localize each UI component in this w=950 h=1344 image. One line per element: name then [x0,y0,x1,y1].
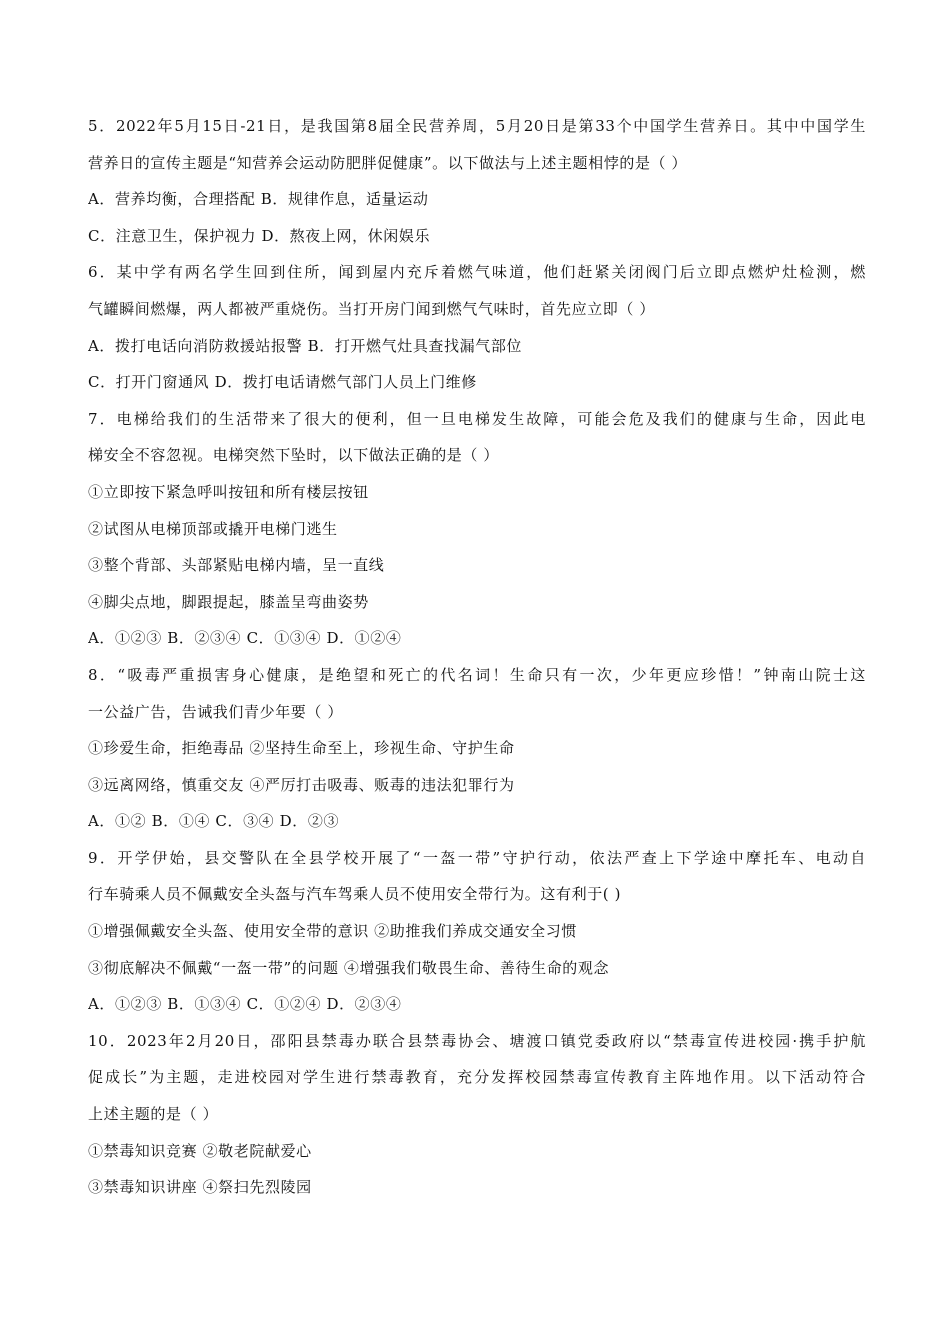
question-9 [88,840,866,1023]
statement-item: ④脚尖点地，脚跟提起，膝盖呈弯曲姿势 [88,592,369,611]
statement-item: ③整个背部、头部紧贴电梯内墙，呈一直线 [88,556,385,575]
statement-item: ②试图从电梯顶部或撬开电梯门逃生 [88,519,338,538]
question-stem-line: 行车骑乘人员不佩戴安全头盔与汽车驾乘人员不使用安全带行为。这有利于( ) [88,885,622,904]
question-6 [88,254,866,400]
question-stem-line: 5．2022年5月15日-21日，是我国第8届全民营养周，5月20日是第33个中国学生营养日。其中中国学生 [88,117,866,135]
question-10 [88,1023,866,1206]
answer-options-line: A．①②③ B．①③④ C．①②④ D．②③④ [88,995,402,1014]
question-stem-line: 一公益广告，告诫我们青少年要（ ） [88,702,343,721]
statement-item: ①珍爱生命，拒绝毒品 ②坚持生命至上，珍视生命、守护生命 [88,739,515,758]
answer-options-line: C．打开门窗通风 D．拨打电话请燃气部门人员上门维修 [88,373,477,392]
question-stem-line: 10．2023年2月20日，邵阳县禁毒办联合县禁毒协会、塘渡口镇党委政府以“禁毒宣传进校园·携手护航 [88,1031,866,1050]
answer-options-line: A．①② B．①④ C．③④ D．②③ [88,812,340,831]
statement-item: ①禁毒知识竞赛 ②敬老院献爱心 [88,1141,312,1160]
question-stem-line: 9．开学伊始，县交警队在全县学校开展了“一盔一带”守护行动，依法严查上下学途中摩托车、电动自 [88,848,866,867]
question-stem-line: 7．电梯给我们的生活带来了很大的便利，但一旦电梯发生故障，可能会危及我们的健康与生命，因此电 [88,409,866,428]
question-7 [88,401,866,657]
question-stem-line: 气罐瞬间燃爆，两人都被严重烧伤。当打开房门闻到燃气气味时，首先应立即（ ） [88,299,655,318]
answer-options-line: A．营养均衡，合理搭配 B．规律作息，适量运动 [88,190,429,209]
question-stem-line: 梯安全不容忽视。电梯突然下坠时，以下做法正确的是（ ） [88,446,499,465]
question-stem-line: 8．“吸毒严重损害身心健康，是绝望和死亡的代名词！生命只有一次，少年更应珍惜！”钟南山院士这 [88,665,866,684]
statement-item: ③远离网络，慎重交友 ④严厉打击吸毒、贩毒的违法犯罪行为 [88,775,515,794]
question-8 [88,657,866,840]
question-stem-line: 促成长”为主题，走进校园对学生进行禁毒教育，充分发挥校园禁毒宣传教育主阵地作用。以下活动符合 [88,1068,866,1087]
exam-page [88,108,866,1206]
question-5 [88,108,866,254]
question-stem-line: 6．某中学有两名学生回到住所，闻到屋内充斥着燃气味道，他们赶紧关闭阀门后立即点燃炉灶检测，燃 [88,263,866,282]
statement-item: ③彻底解决不佩戴“一盔一带”的问题 ④增强我们敬畏生命、善待生命的观念 [88,958,610,977]
answer-options-line: C．注意卫生，保护视力 D．熬夜上网，休闲娱乐 [88,226,431,245]
statement-item: ①增强佩戴安全头盔、使用安全带的意识 ②助推我们养成交通安全习惯 [88,922,577,941]
statement-item: ①立即按下紧急呼叫按钮和所有楼层按钮 [88,482,369,501]
answer-options-line: A．拨打电话向消防救援站报警 B．打开燃气灶具查找漏气部位 [88,336,523,355]
answer-options-line: A．①②③ B．②③④ C．①③④ D．①②④ [88,629,402,648]
statement-item: ③禁毒知识讲座 ④祭扫先烈陵园 [88,1178,312,1197]
question-stem-line: 上述主题的是（ ） [88,1105,219,1124]
question-stem-line: 营养日的宣传主题是“知营养会运动防肥胖促健康”。以下做法与上述主题相悖的是（ ） [88,153,688,172]
